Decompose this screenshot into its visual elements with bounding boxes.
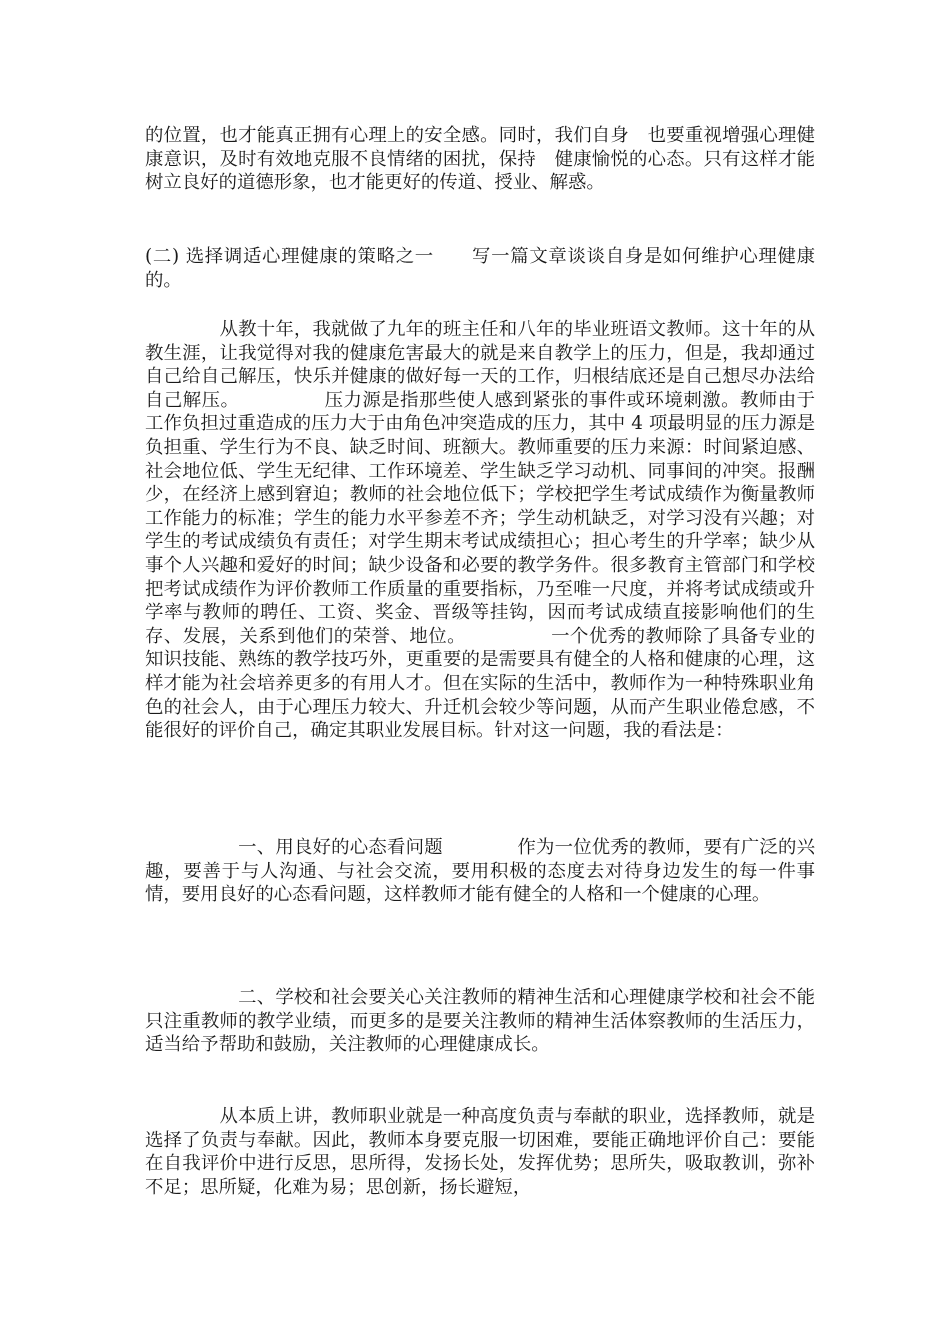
paragraph-good-attitude: 一、用良好的心态看问题 作为一位优秀的教师，要有广泛的兴趣，要善于与人沟通、与社会交流，要用积极的态度去对待身边发生的每一件事情，要用良好的心态看问题，这样教师才能有健全的人格和一个健康的心理。: [145, 837, 815, 906]
paragraph-teaching-pressure: 从教十年，我就做了九年的班主任和八年的毕业班语文教师。这十年的从教生涯，让我觉得对我的健康危害最大的就是来自教学上的压力，但是，我却通过自己给自己解压，快乐并健康的做好每一天的工作，归根结底还是自己想尽办法给自己解压。 压力源是指那些使人感到紧张的事件或环境刺激。教师由于工作负担过重造成的压力大于由角色冲突造成的压力，其中 4 项最明显的压力源是负担重、学生行为不良、缺乏时间、班额大。教师重要的压力来源：时间紧迫感、社会地位低、学生无纪律、工作环境差、学生缺乏学习动机、同事间的冲突。报酬少，在经济上感到窘迫；教师的社会地位低下；学校把学生考试成绩作为衡量教师工作能力的标准；学生的能力水平参差不齐；学生动机缺乏，对学习没有兴趣；对学生的考试成绩负有责任；对学生期末考试成绩担心；担心考生的升学率；缺少从事个人兴趣和爱好的时间；缺少设备和必要的教学务件。很多教育主管部门和学校把考试成绩作为评价教师工作质量的重要指标，乃至唯一尺度，并将考试成绩或升学率与教师的聘任、工资、奖金、晋级等挂钩，因而考试成绩直接影响他们的生存、发展，关系到他们的荣誉、地位。 一个优秀的教师除了具备专业的知识技能、熟练的教学技巧外，更重要的是需要具有健全的人格和健康的心理，这样才能为社会培养更多的有用人才。但在实际的生活中，教师作为一种特殊职业角色的社会人，由于心理压力较大、升迁机会较少等问题，从而产生职业倦怠感，不能很好的评价自己，确定其职业发展目标。针对这一问题，我的看法是：: [145, 319, 815, 742]
paragraph-psychological-security: 的位置，也才能真正拥有心理上的安全感。同时，我们自身 也要重视增强心理健康意识，及时有效地克服不良情绪的困扰，保持 健康愉悦的心态。只有这样才能树立良好的道德形象，也才能更好的传道、授业、解惑。: [145, 125, 815, 194]
paragraph-responsibility-dedication: 从本质上讲，教师职业就是一种高度负责与奉献的职业，选择教师，就是选择了负责与奉献。因此，教师本身要克服一切困难，要能正确地评价自己：要能在自我评价中进行反思，思所得，发扬长处，发挥优势；思所失，吸取教训，弥补不足；思所疑，化难为易；思创新，扬长避短，: [145, 1106, 815, 1198]
paragraph-school-society-care: 二、学校和社会要关心关注教师的精神生活和心理健康学校和社会不能只注重教师的教学业绩，而更多的是要关注教师的精神生活体察教师的生活压力，适当给予帮助和鼓励，关注教师的心理健康成长。: [145, 987, 815, 1056]
paragraph-strategy-heading: (二) 选择调适心理健康的策略之一 写一篇文章谈谈自身是如何维护心理健康的。: [145, 246, 815, 291]
